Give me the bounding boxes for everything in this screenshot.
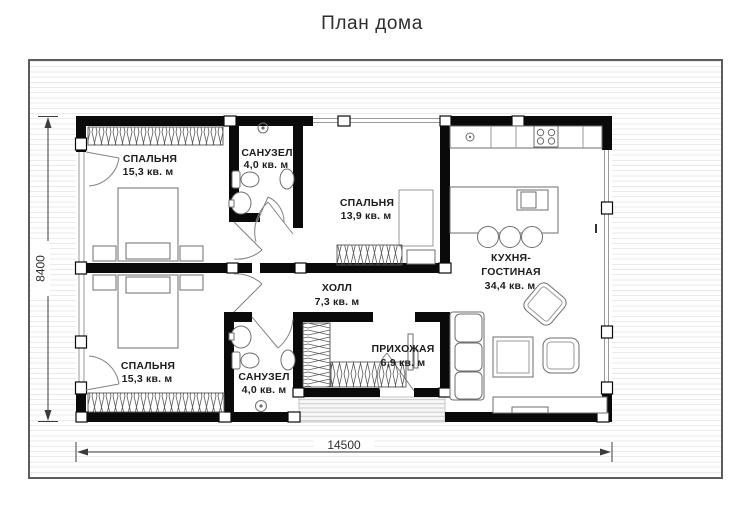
bedroom-top-label: СПАЛЬНЯ [122, 153, 178, 165]
sofa-cushion [455, 372, 482, 399]
nightstand [180, 246, 203, 261]
sink-tap [229, 333, 234, 340]
bench [407, 250, 435, 264]
toilet-bowl [241, 172, 259, 187]
bedroom-mid-label: СПАЛЬНЯ [339, 197, 395, 209]
toilet-tank [232, 352, 240, 369]
hall-area: 7,3 кв. м [314, 296, 360, 308]
entry-porch-steps [299, 397, 445, 422]
bathroom-top-label: САНУЗЕЛ [241, 147, 293, 159]
bedroom-bottom-label: СПАЛЬНЯ [120, 360, 176, 372]
tv-stand [493, 397, 607, 413]
stove [534, 126, 558, 147]
bathroom-bottom-area: 4,0 кв. м [241, 384, 287, 396]
toilet-bowl [241, 353, 259, 368]
floor-plan-svg [28, 59, 723, 479]
dimension-vertical [31, 117, 58, 422]
sink-tap [469, 136, 471, 138]
nightstand [93, 275, 116, 290]
wardrobe-hatch [88, 393, 224, 412]
page-title: План дома [321, 13, 423, 34]
sofa-cushion [455, 314, 482, 342]
island-hob-inner [521, 192, 536, 208]
dimension-height-value: 8400 [33, 255, 48, 282]
dimension-horizontal [76, 437, 612, 462]
bar-stool [522, 227, 543, 248]
bedroom-top-area: 15,3 кв. м [122, 166, 174, 178]
sofa-cushion [455, 343, 482, 371]
nightstand [180, 275, 203, 290]
hall-label: ХОЛЛ [321, 282, 353, 294]
bedroom-mid-area: 13,9 кв. м [340, 210, 392, 222]
kitchen-area: 34,4 кв. м [484, 280, 536, 292]
wardrobe-hatch [337, 245, 402, 265]
entry-area: 6,9 кв. м [380, 357, 426, 369]
wardrobe-hatch [88, 127, 223, 145]
kitchen-label-2: ГОСТИНАЯ [481, 266, 541, 278]
entry-label: ПРИХОЖАЯ [371, 343, 435, 355]
nightstand [93, 246, 116, 261]
bathroom-top-area: 4,0 кв. м [243, 159, 289, 171]
tv [512, 407, 548, 413]
kitchen-counter [450, 126, 602, 148]
bed-pillow [126, 277, 170, 293]
dimension-width-value: 14500 [327, 438, 361, 452]
wardrobe-hatch [303, 323, 330, 387]
bed-pillow [126, 243, 170, 259]
bathroom-bottom-label: САНУЗЕЛ [238, 371, 290, 383]
wash-basin [281, 350, 295, 370]
kitchen-label-1: КУХНЯ- [490, 252, 532, 264]
bar-stool [478, 227, 499, 248]
sink-tap [229, 200, 234, 207]
bar-stool [500, 227, 521, 248]
wash-basin [280, 169, 294, 189]
coffee-table [493, 337, 533, 377]
toilet-tank [232, 171, 240, 188]
bedroom-bottom-area: 15,3 кв. м [121, 373, 173, 385]
